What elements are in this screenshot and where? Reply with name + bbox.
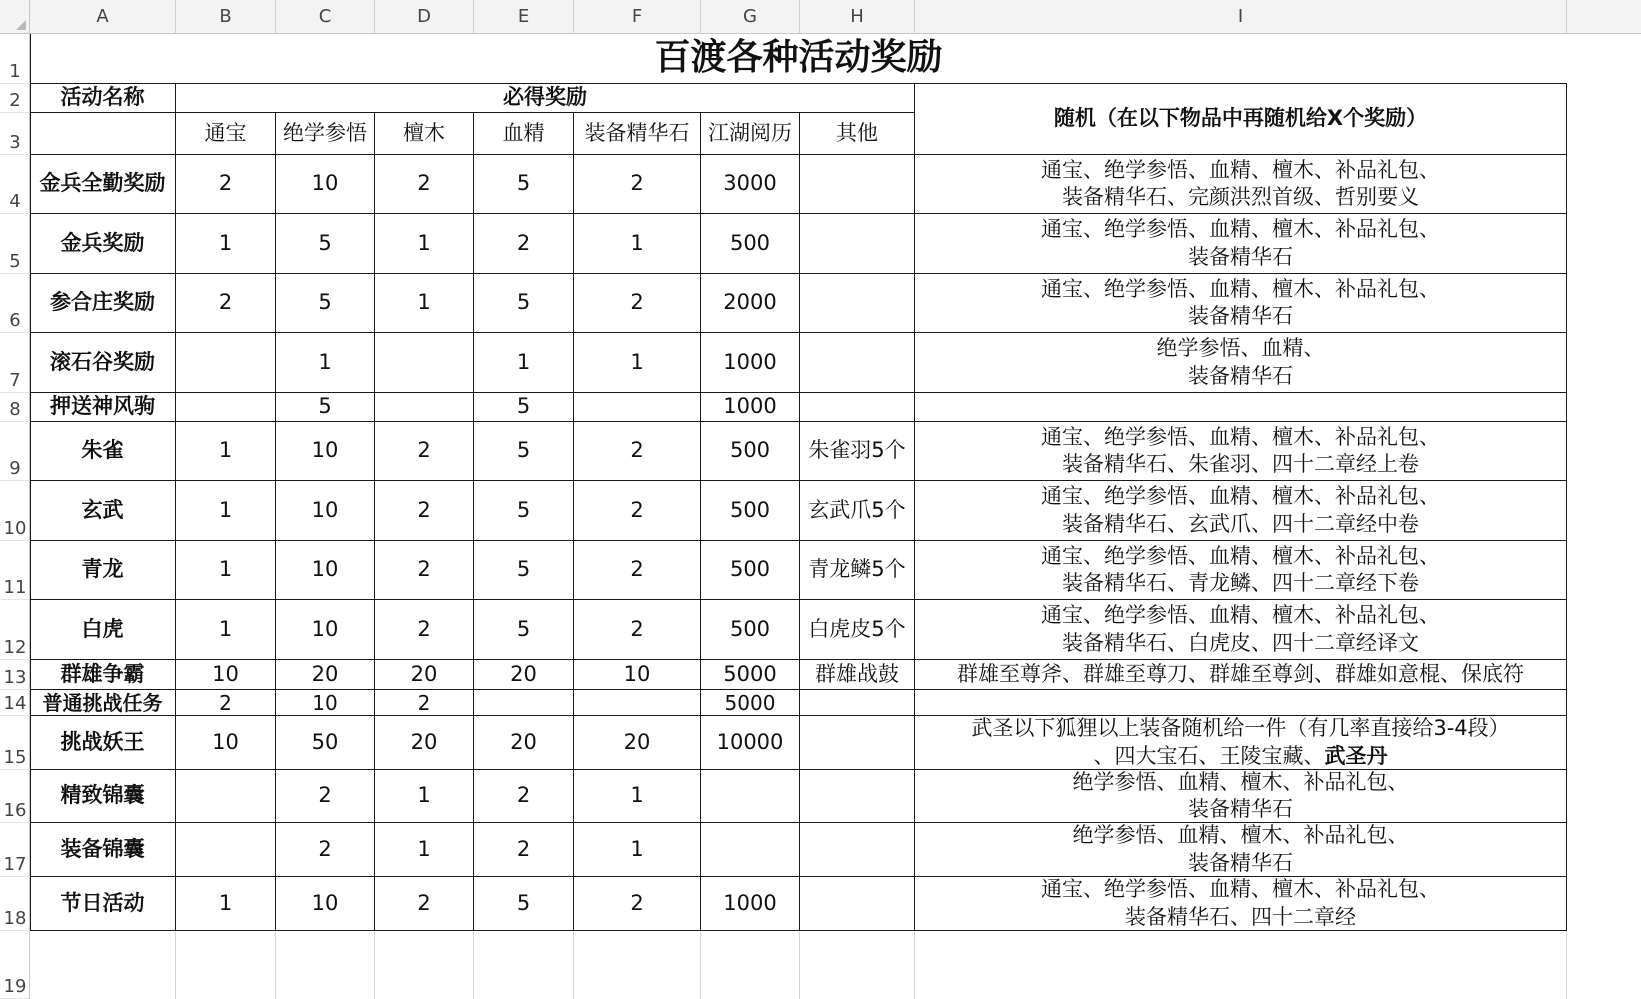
- reward-cell-檀木[interactable]: 1: [375, 823, 474, 877]
- row-header-7[interactable]: 7: [0, 333, 30, 393]
- reward-cell-血精[interactable]: 20: [474, 660, 574, 690]
- reward-cell-通宝[interactable]: 10: [176, 716, 276, 770]
- column-header-F[interactable]: F: [574, 0, 701, 34]
- random-reward-line: [1094, 743, 1388, 770]
- reward-cell-通宝[interactable]: 1: [176, 481, 276, 541]
- random-reward-line: 装备精华石: [1188, 363, 1293, 388]
- reward-cell-檀木[interactable]: 2: [375, 155, 474, 214]
- reward-cell-江湖阅历[interactable]: 500: [701, 481, 800, 541]
- random-reward-line: 绝学参悟、血精、: [1156, 336, 1325, 361]
- reward-cell-血精[interactable]: 1: [474, 333, 574, 393]
- reward-cell-江湖阅历[interactable]: 1000: [701, 877, 800, 931]
- column-header-G[interactable]: G: [701, 0, 800, 34]
- column-header-A[interactable]: A: [30, 0, 176, 34]
- reward-cell-其他[interactable]: [800, 716, 915, 770]
- activity-name-cell[interactable]: 金兵奖励: [30, 214, 176, 274]
- reward-cell-通宝[interactable]: 1: [176, 877, 276, 931]
- reward-cell-血精[interactable]: 5: [474, 393, 574, 422]
- activity-name-cell[interactable]: 朱雀: [30, 422, 176, 481]
- reward-cell-檀木[interactable]: 2: [375, 481, 474, 541]
- row-header-9[interactable]: 9: [0, 422, 30, 481]
- reward-cell-绝学参悟[interactable]: 10: [276, 481, 375, 541]
- reward-cell-通宝[interactable]: 1: [176, 541, 276, 600]
- activity-name-cell[interactable]: 群雄争霸: [30, 660, 176, 690]
- row-header-17[interactable]: 17: [0, 823, 30, 877]
- activity-name-cell[interactable]: 滚石谷奖励: [30, 333, 176, 393]
- reward-cell-绝学参悟[interactable]: 1: [276, 333, 375, 393]
- random-reward-line: 通宝、绝学参悟、血精、檀木、补品礼包、: [1041, 603, 1440, 628]
- random-reward-cell[interactable]: [915, 716, 1567, 770]
- row-header-1[interactable]: 1: [0, 34, 30, 84]
- random-reward-line: 通宝、绝学参悟、血精、檀木、补品礼包、: [1041, 424, 1440, 449]
- random-reward-line: 绝学参悟、血精、檀木、补品礼包、: [1072, 823, 1409, 848]
- reward-cell-装备精华石[interactable]: 1: [574, 333, 701, 393]
- reward-cell-其他[interactable]: 朱雀羽5个: [800, 422, 915, 481]
- random-reward-bold-text: 武圣丹: [1324, 743, 1388, 768]
- reward-cell-绝学参悟[interactable]: 5: [276, 393, 375, 422]
- random-reward-line: 通宝、绝学参悟、血精、檀木、补品礼包、: [1041, 484, 1440, 509]
- reward-cell-血精[interactable]: 5: [474, 155, 574, 214]
- reward-cell-檀木[interactable]: 2: [375, 541, 474, 600]
- row-header-18[interactable]: 18: [0, 877, 30, 931]
- header-江湖阅历[interactable]: 江湖阅历: [701, 113, 800, 155]
- random-reward-line: 武圣以下狐狸以上装备随机给一件（有几率直接给3-4段）: [971, 716, 1510, 741]
- header-activity-name[interactable]: 活动名称: [30, 84, 176, 113]
- activity-name-cell[interactable]: 节日活动: [30, 877, 176, 931]
- reward-cell-血精[interactable]: 5: [474, 541, 574, 600]
- random-reward-cell[interactable]: [915, 481, 1567, 541]
- reward-cell-檀木[interactable]: 1: [375, 770, 474, 823]
- reward-cell-其他[interactable]: [800, 333, 915, 393]
- reward-cell-其他[interactable]: [800, 823, 915, 877]
- random-reward-line: 装备精华石、完颜洪烈首级、哲别要义: [1062, 185, 1419, 209]
- reward-cell-江湖阅历[interactable]: 500: [701, 541, 800, 600]
- reward-cell-绝学参悟[interactable]: 10: [276, 155, 375, 214]
- gridline: [799, 931, 800, 999]
- reward-cell-檀木[interactable]: 2: [375, 422, 474, 481]
- gridline: [374, 931, 375, 999]
- header-activity-name-blank[interactable]: [30, 113, 176, 155]
- reward-cell-绝学参悟[interactable]: 10: [276, 690, 375, 716]
- reward-cell-绝学参悟[interactable]: 5: [276, 274, 375, 333]
- reward-cell-江湖阅历[interactable]: 10000: [701, 716, 800, 770]
- reward-cell-通宝[interactable]: [176, 770, 276, 823]
- reward-cell-江湖阅历[interactable]: 500: [701, 214, 800, 274]
- reward-cell-其他[interactable]: 群雄战鼓: [800, 660, 915, 690]
- activity-name-cell[interactable]: 玄武: [30, 481, 176, 541]
- row-header-16[interactable]: 16: [0, 770, 30, 823]
- gridline: [914, 931, 915, 999]
- activity-name-cell[interactable]: 参合庄奖励: [30, 274, 176, 333]
- header-檀木[interactable]: 檀木: [375, 113, 474, 155]
- random-reward-cell[interactable]: [915, 333, 1567, 393]
- column-header-D[interactable]: D: [375, 0, 474, 34]
- column-header-I[interactable]: I: [915, 0, 1567, 34]
- reward-cell-江湖阅历[interactable]: 5000: [701, 690, 800, 716]
- reward-cell-檀木[interactable]: 20: [375, 660, 474, 690]
- header-其他[interactable]: 其他: [800, 113, 915, 155]
- reward-cell-其他[interactable]: [800, 274, 915, 333]
- row-header-2[interactable]: 2: [0, 84, 30, 113]
- column-header-filler: [1567, 0, 1641, 34]
- reward-cell-其他[interactable]: [800, 877, 915, 931]
- row-header-5[interactable]: 5: [0, 214, 30, 274]
- random-reward-cell[interactable]: [915, 690, 1567, 716]
- reward-cell-绝学参悟[interactable]: 50: [276, 716, 375, 770]
- reward-cell-血精[interactable]: 5: [474, 422, 574, 481]
- column-header-E[interactable]: E: [474, 0, 574, 34]
- reward-cell-江湖阅历[interactable]: [701, 823, 800, 877]
- reward-cell-檀木[interactable]: 1: [375, 214, 474, 274]
- reward-cell-装备精华石[interactable]: 20: [574, 716, 701, 770]
- reward-cell-通宝[interactable]: 2: [176, 274, 276, 333]
- reward-cell-血精[interactable]: 5: [474, 481, 574, 541]
- reward-cell-绝学参悟[interactable]: 5: [276, 214, 375, 274]
- reward-cell-装备精华石[interactable]: [574, 690, 701, 716]
- column-header-B[interactable]: B: [176, 0, 276, 34]
- header-装备精华石[interactable]: 装备精华石: [574, 113, 701, 155]
- sheet-title[interactable]: 百渡各种活动奖励: [30, 34, 1567, 84]
- reward-cell-血精[interactable]: 2: [474, 823, 574, 877]
- random-reward-line: 通宝、绝学参悟、血精、檀木、补品礼包、: [1041, 877, 1440, 902]
- reward-cell-血精[interactable]: 2: [474, 770, 574, 823]
- reward-cell-其他[interactable]: 白虎皮5个: [800, 600, 915, 660]
- random-reward-line: 装备精华石: [1188, 850, 1293, 875]
- gridline: [175, 931, 176, 999]
- gridline: [1566, 931, 1567, 999]
- activity-name-cell[interactable]: 装备锦囊: [30, 823, 176, 877]
- random-reward-cell[interactable]: [915, 600, 1567, 660]
- reward-cell-江湖阅历[interactable]: 3000: [701, 155, 800, 214]
- random-reward-line: 装备精华石、朱雀羽、四十二章经上卷: [1062, 452, 1419, 476]
- reward-cell-其他[interactable]: [800, 770, 915, 823]
- activity-name-cell[interactable]: 青龙: [30, 541, 176, 600]
- random-reward-cell[interactable]: [915, 274, 1567, 333]
- reward-cell-其他[interactable]: [800, 155, 915, 214]
- reward-cell-血精[interactable]: 5: [474, 877, 574, 931]
- random-reward-cell[interactable]: [915, 877, 1567, 931]
- activity-name-cell[interactable]: 押送神风驹: [30, 393, 176, 422]
- reward-cell-通宝[interactable]: 1: [176, 422, 276, 481]
- header-guaranteed[interactable]: 必得奖励: [176, 84, 915, 113]
- reward-cell-绝学参悟[interactable]: 10: [276, 541, 375, 600]
- header-通宝[interactable]: 通宝: [176, 113, 276, 155]
- reward-cell-装备精华石[interactable]: [574, 393, 701, 422]
- gridline: [473, 931, 474, 999]
- row-header-11[interactable]: 11: [0, 541, 30, 600]
- row-header-14[interactable]: 14: [0, 690, 30, 716]
- reward-cell-绝学参悟[interactable]: 10: [276, 422, 375, 481]
- select-all-corner[interactable]: [0, 0, 30, 34]
- reward-cell-通宝[interactable]: 2: [176, 690, 276, 716]
- reward-cell-装备精华石[interactable]: 2: [574, 877, 701, 931]
- random-reward-cell[interactable]: [915, 770, 1567, 823]
- activity-name-cell[interactable]: 挑战妖王: [30, 716, 176, 770]
- reward-cell-装备精华石[interactable]: 2: [574, 422, 701, 481]
- reward-cell-檀木[interactable]: 20: [375, 716, 474, 770]
- row-header-4[interactable]: 4: [0, 155, 30, 214]
- reward-cell-绝学参悟[interactable]: 2: [276, 770, 375, 823]
- activity-name-cell[interactable]: 普通挑战任务: [30, 690, 176, 716]
- reward-cell-通宝[interactable]: [176, 823, 276, 877]
- reward-cell-江湖阅历[interactable]: 1000: [701, 333, 800, 393]
- reward-cell-江湖阅历[interactable]: 500: [701, 600, 800, 660]
- reward-cell-其他[interactable]: [800, 214, 915, 274]
- reward-cell-装备精华石[interactable]: 1: [574, 770, 701, 823]
- reward-cell-江湖阅历[interactable]: 500: [701, 422, 800, 481]
- reward-cell-檀木[interactable]: 1: [375, 274, 474, 333]
- header-血精[interactable]: 血精: [474, 113, 574, 155]
- random-reward-line: 装备精华石、四十二章经: [1125, 904, 1356, 929]
- reward-cell-血精[interactable]: 5: [474, 274, 574, 333]
- reward-cell-其他[interactable]: [800, 690, 915, 716]
- reward-cell-血精[interactable]: 5: [474, 600, 574, 660]
- reward-cell-檀木[interactable]: 2: [375, 877, 474, 931]
- random-reward-cell[interactable]: [915, 214, 1567, 274]
- table-left-border: [30, 34, 31, 931]
- reward-cell-装备精华石[interactable]: 10: [574, 660, 701, 690]
- random-reward-line: 装备精华石、青龙鳞、四十二章经下卷: [1062, 571, 1419, 595]
- gridline: [700, 931, 701, 999]
- row-header-13[interactable]: 13: [0, 660, 30, 690]
- random-reward-line: 绝学参悟、血精、檀木、补品礼包、: [1072, 770, 1409, 794]
- row-header-12[interactable]: 12: [0, 600, 30, 660]
- random-reward-cell[interactable]: [915, 393, 1567, 422]
- random-reward-line: 群雄至尊斧、群雄至尊刀、群雄至尊剑、群雄如意棍、保底符: [957, 661, 1524, 686]
- header-random[interactable]: 随机（在以下物品中再随机给X个奖励）: [915, 84, 1567, 155]
- row-header-3[interactable]: 3: [0, 113, 30, 155]
- reward-cell-江湖阅历[interactable]: 1000: [701, 393, 800, 422]
- reward-cell-通宝[interactable]: [176, 393, 276, 422]
- reward-cell-通宝[interactable]: 10: [176, 660, 276, 690]
- reward-cell-通宝[interactable]: 1: [176, 214, 276, 274]
- random-reward-cell[interactable]: [915, 541, 1567, 600]
- reward-cell-檀木[interactable]: [375, 393, 474, 422]
- reward-cell-血精[interactable]: [474, 690, 574, 716]
- gridline: [275, 931, 276, 999]
- random-reward-line: 通宝、绝学参悟、血精、檀木、补品礼包、: [1041, 157, 1440, 182]
- row-header-19[interactable]: 19: [0, 931, 30, 999]
- reward-cell-装备精华石[interactable]: 2: [574, 274, 701, 333]
- header-绝学参悟[interactable]: 绝学参悟: [276, 113, 375, 155]
- random-reward-cell[interactable]: [915, 422, 1567, 481]
- reward-cell-装备精华石[interactable]: 2: [574, 600, 701, 660]
- reward-cell-通宝[interactable]: 1: [176, 600, 276, 660]
- reward-cell-江湖阅历[interactable]: 2000: [701, 274, 800, 333]
- reward-cell-装备精华石[interactable]: 2: [574, 155, 701, 214]
- reward-cell-绝学参悟[interactable]: 10: [276, 600, 375, 660]
- random-reward-line: 装备精华石: [1188, 797, 1293, 821]
- gridline: [573, 931, 574, 999]
- random-reward-line: 装备精华石、白虎皮、四十二章经译文: [1062, 630, 1419, 655]
- reward-cell-装备精华石[interactable]: 2: [574, 481, 701, 541]
- row-header-15[interactable]: 15: [0, 716, 30, 770]
- reward-cell-其他[interactable]: 玄武爪5个: [800, 481, 915, 541]
- reward-cell-其他[interactable]: 青龙鳞5个: [800, 541, 915, 600]
- random-reward-text: 、四大宝石、王陵宝藏、: [1093, 743, 1325, 768]
- reward-cell-檀木[interactable]: [375, 333, 474, 393]
- random-reward-line: 装备精华石: [1188, 244, 1293, 269]
- random-reward-cell[interactable]: [915, 823, 1567, 877]
- activity-name-cell[interactable]: 白虎: [30, 600, 176, 660]
- reward-cell-血精[interactable]: 20: [474, 716, 574, 770]
- reward-cell-通宝[interactable]: [176, 333, 276, 393]
- random-reward-line: 通宝、绝学参悟、血精、檀木、补品礼包、: [1041, 276, 1440, 301]
- reward-cell-血精[interactable]: 2: [474, 214, 574, 274]
- activity-name-cell[interactable]: 精致锦囊: [30, 770, 176, 823]
- reward-cell-装备精华石[interactable]: 1: [574, 823, 701, 877]
- reward-cell-江湖阅历[interactable]: [701, 770, 800, 823]
- reward-cell-绝学参悟[interactable]: 20: [276, 660, 375, 690]
- reward-cell-江湖阅历[interactable]: 5000: [701, 660, 800, 690]
- random-reward-cell[interactable]: [915, 660, 1567, 690]
- reward-cell-装备精华石[interactable]: 1: [574, 214, 701, 274]
- reward-cell-绝学参悟[interactable]: 10: [276, 877, 375, 931]
- reward-cell-装备精华石[interactable]: 2: [574, 541, 701, 600]
- reward-cell-其他[interactable]: [800, 393, 915, 422]
- activity-name-cell[interactable]: 金兵全勤奖励: [30, 155, 176, 214]
- row-header-10[interactable]: 10: [0, 481, 30, 541]
- reward-cell-通宝[interactable]: 2: [176, 155, 276, 214]
- row-header-6[interactable]: 6: [0, 274, 30, 333]
- random-reward-cell[interactable]: [915, 155, 1567, 214]
- column-header-H[interactable]: H: [800, 0, 915, 34]
- reward-cell-绝学参悟[interactable]: 2: [276, 823, 375, 877]
- row-header-8[interactable]: 8: [0, 393, 30, 422]
- random-reward-line: 通宝、绝学参悟、血精、檀木、补品礼包、: [1041, 217, 1440, 242]
- reward-cell-檀木[interactable]: 2: [375, 690, 474, 716]
- column-header-C[interactable]: C: [276, 0, 375, 34]
- random-reward-line: 装备精华石: [1188, 304, 1293, 328]
- random-reward-line: 装备精华石、玄武爪、四十二章经中卷: [1062, 511, 1419, 536]
- random-reward-line: 通宝、绝学参悟、血精、檀木、补品礼包、: [1041, 543, 1440, 568]
- reward-cell-檀木[interactable]: 2: [375, 600, 474, 660]
